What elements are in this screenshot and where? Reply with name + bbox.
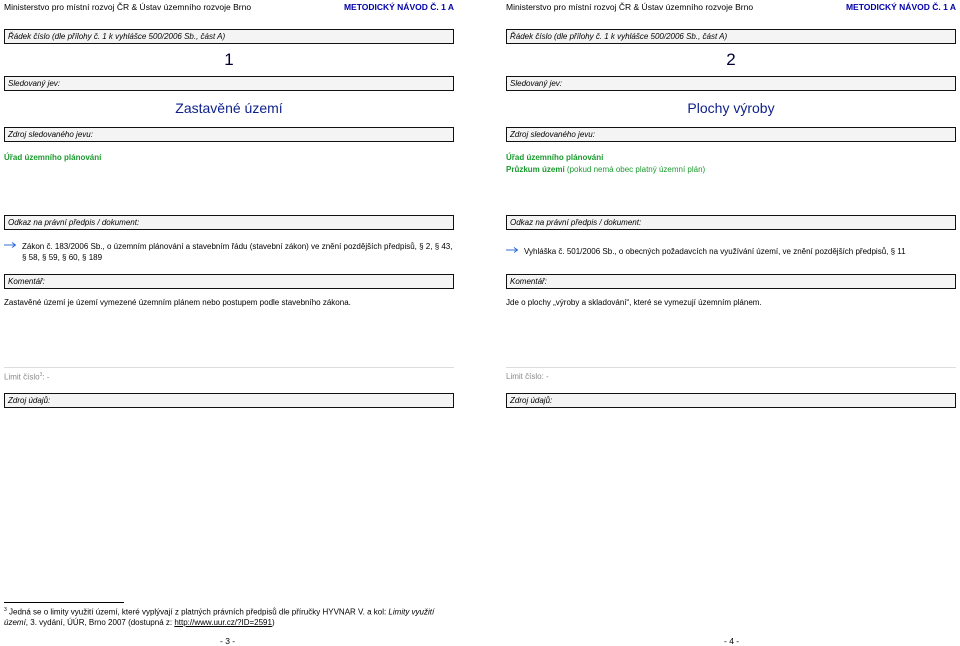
comment-bar: Komentář:	[4, 274, 454, 289]
method-title: METODICKÝ NÁVOD Č. 1 A	[845, 2, 956, 12]
left-sheet	[4, 0, 454, 645]
right-arrow-icon	[4, 241, 17, 249]
source-bar: Zdroj sledovaného jevu:	[4, 127, 454, 142]
page-number: - 3 -	[220, 636, 236, 646]
footnote-rule	[4, 602, 124, 603]
legal-text: Zákon č. 183/2006 Sb., o územním plánování a stavebním řádu (stavební zákon) ve znění pozdějších předpisů, § 2, § 43, § 58, § 59, § 60, § 189	[22, 242, 453, 262]
source-line-2: Průzkum území (pokud nemá obec platný územní plán)	[506, 165, 706, 174]
legal-text: Vyhláška č. 501/2006 Sb., o obecných požadavcích na využívání území, ve znění pozdějších předpisů, § 11	[524, 247, 906, 256]
source-line-1: Úřad územního plánování	[506, 153, 604, 162]
ministry-name: Ministerstvo pro místní rozvoj ČR & Ústav územního rozvoje Brno	[4, 2, 252, 12]
page-header	[4, 2, 454, 14]
item-number: 2	[726, 50, 736, 69]
data-source-bar: Zdroj údajů:	[506, 393, 956, 408]
page-header	[506, 2, 956, 14]
row-ref-bar: Řádek číslo (dle přílohy č. 1 k vyhlášce 500/2006 Sb., část A)	[506, 29, 956, 44]
legal-bar: Odkaz na právní předpis / dokument:	[4, 215, 454, 230]
footnote: $^3$ Jedná se o limity využití území, které vyplývají z platných právních předpisů dle příručky HYVNAR V. a kol: Limity využití území, 3. vydání, ÚÚR, Brno 2007 (dostupná z: http://www.uur.cz/?ID=2591)	[4, 607, 435, 627]
method-title: METODICKÝ NÁVOD Č. 1 A	[343, 2, 454, 12]
row-ref-bar: Řádek číslo (dle přílohy č. 1 k vyhlášce 500/2006 Sb., část A)	[4, 29, 454, 44]
item-number: 1	[224, 50, 234, 69]
limit-divider	[4, 367, 454, 368]
phenomenon-title: Zastavěné území	[175, 100, 283, 116]
phenomenon-bar: Sledovaný jev:	[506, 76, 956, 91]
legal-bar: Odkaz na právní předpis / dokument:	[506, 215, 956, 230]
right-sheet	[506, 0, 956, 645]
source-bar: Zdroj sledovaného jevu:	[506, 127, 956, 142]
data-source-bar: Zdroj údajů:	[4, 393, 454, 408]
page-number: - 4 -	[724, 636, 740, 646]
comment-text: Zastavěné území je území vymezené územním plánem nebo postupem podle stavebního zákona.	[4, 298, 351, 307]
right-arrow-icon	[506, 246, 519, 254]
limit-number: Limit číslo: -	[506, 372, 549, 381]
limit-divider	[506, 367, 956, 368]
comment-bar: Komentář:	[506, 274, 956, 289]
source-line-1: Úřad územního plánování	[4, 153, 102, 162]
phenomenon-bar: Sledovaný jev:	[4, 76, 454, 91]
footnote-link[interactable]: http://www.uur.cz/?ID=2591	[174, 617, 272, 627]
phenomenon-title: Plochy výroby	[687, 100, 775, 116]
ministry-name: Ministerstvo pro místní rozvoj ČR & Ústav územního rozvoje Brno	[506, 2, 754, 12]
comment-text: Jde o plochy „výroby a skladování“, které se vymezují územním plánem.	[506, 298, 762, 307]
limit-number: Limit číslo$^3$: -	[4, 372, 50, 382]
